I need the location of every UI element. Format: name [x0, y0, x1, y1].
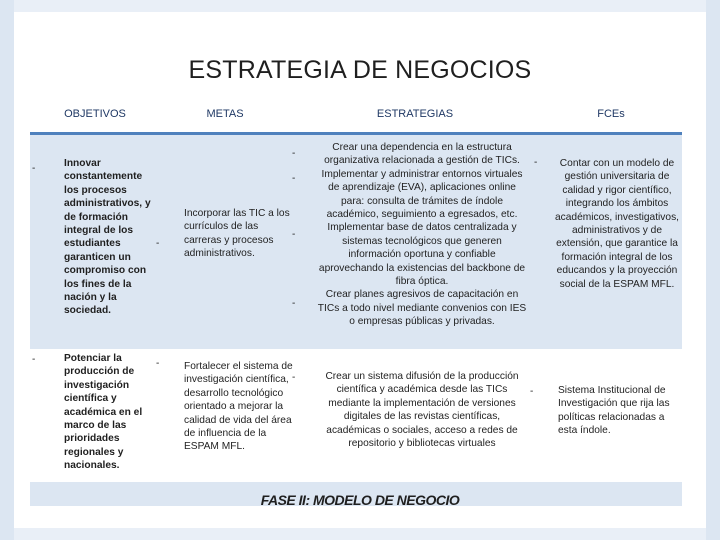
meta-cell: Incorporar las TIC a los currículos de las carreras y procesos administrativos. — [184, 208, 290, 260]
bullet-mark: - — [156, 358, 160, 369]
meta-cell: Fortalecer el sistema de investigación científica, desarrollo tecnológico orientado a mejorar la calidad de vida del área de influencia de la ESPAM MFL. — [184, 361, 293, 453]
header-estrategias: ESTRATEGIAS — [376, 108, 454, 120]
header-fces: FCEs — [597, 108, 625, 120]
fce-cell: Sistema Institucional de Investigación que rija las políticas relacionadas a esta índole. — [558, 385, 670, 437]
bullet-mark: - — [292, 298, 296, 309]
table-row — [30, 350, 682, 478]
header-objetivos: OBJETIVOS — [64, 108, 126, 120]
table-header-row — [30, 96, 682, 135]
footer-title: FASE II: MODELO DE NEGOCIO — [260, 492, 460, 508]
objetivo-cell: Innovar constantemente los procesos administrativos, y de formación integral de los estudiantes garanticen un compromiso con los fines de la nación y la sociedad. — [64, 158, 151, 317]
strategy-table — [30, 96, 682, 478]
bullet-mark: - — [156, 238, 160, 249]
bottom-frame-border — [14, 528, 706, 540]
header-metas: METAS — [206, 108, 244, 120]
estrategia-item: Implementar y administrar entornos virtuales de aprendizaje (EVA), aplicaciones online para: consulta de trámites de índole académico, seguimiento a egresados, etc. — [321, 168, 523, 221]
estrategia-item: Crear planes agresivos de capacitación en TICs a todo nivel mediante convenios con IES o empresas públicas y privadas. — [317, 289, 527, 328]
bullet-mark: - — [534, 157, 538, 168]
bullet-mark: - — [530, 386, 534, 397]
top-frame-border — [14, 0, 706, 12]
estrategias-cell — [316, 141, 528, 329]
bullet-mark: - — [292, 173, 296, 184]
estrategia-item: Implementar base de datos centralizada y sistemas tecnológicos que generen información oportuna y confiable aprovechando la existencias del backbone de fibra óptica. — [318, 222, 526, 288]
bullet-mark: - — [292, 229, 296, 240]
estrategia-item: Crear una dependencia en la estructura organizativa relacionada a gestión de TICs. — [324, 142, 520, 167]
bullet-mark: - — [292, 148, 296, 159]
table-row — [30, 135, 682, 350]
bullet-mark: - — [292, 372, 296, 383]
bullet-mark: - — [32, 354, 36, 365]
fce-cell: Contar con un modelo de gestión universitaria de calidad y rigor científico, integrando los ámbitos académicos, investigativos, administrativos y de extensión, que garantice la formación integral de los educandos y la proyección social de la ESPAM MFL. — [554, 158, 679, 290]
estrategias-cell: Crear un sistema difusión de la producción científica y académica desde las TICs mediante la implementación de versiones digitales de las revistas científicas, académicas o sociales, acceso a redes de repositorio y bibliotecas virtuales — [325, 371, 519, 450]
objetivo-cell: Potenciar la producción de investigación científica y académica en el marco de las prioridades regionales y nacionales. — [64, 353, 143, 472]
slide-title: ESTRATEGIA DE NEGOCIOS — [188, 56, 532, 84]
bullet-mark: - — [32, 163, 36, 174]
